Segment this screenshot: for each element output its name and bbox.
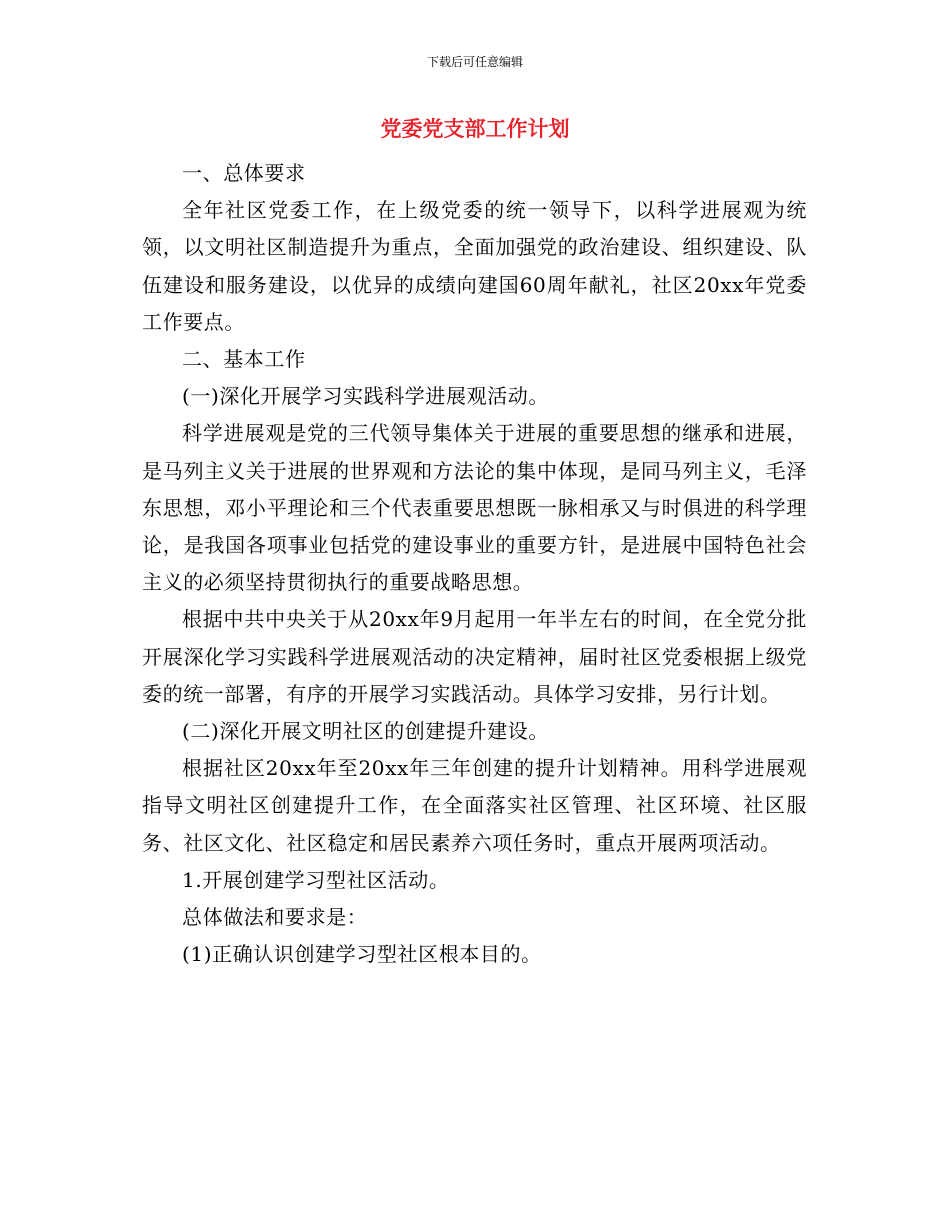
paragraph: 根据中共中央关于从20xx年9月起用一年半左右的时间，在全党分批开展深化学习实践科学进展观活动的决定精神，届时社区党委根据上级党委的统一部署，有序的开展学习实践活动。具体学习安排，另行计划。 [142,607,807,706]
header-note: 下载后可任意编辑 [426,55,523,69]
paragraph: 根据社区20xx年至20xx年三年创建的提升计划精神。用科学进展观指导文明社区创建提升工作，在全面落实社区管理、社区环境、社区服务、社区文化、社区稳定和居民素养六项任务时，重点开展两项活动。 [142,756,807,855]
paragraph: 总体做法和要求是： [182,905,368,930]
paragraph: 科学进展观是党的三代领导集体关于进展的重要思想的继承和进展，是马列主义关于进展的世界观和方法论的集中体现，是同马列主义，毛泽东思想，邓小平理论和三个代表重要思想既一脉相承又与时俱进的科学理论，是我国各项事业包括党的建设事业的重要方针，是进展中国特色社会主义的必须坚持贯彻执行的重要战略思想。 [142,421,807,595]
document-title: 党委党支部工作计划 [380,116,570,141]
subsection-heading: (二)深化开展文明社区的创建提升建设。 [182,719,550,744]
section-heading-overall-requirements: 一、总体要求 [182,161,306,185]
list-item-heading: 1.开展创建学习型社区活动。 [182,867,450,892]
list-item: (1)正确认识创建学习型社区根本目的。 [182,942,542,967]
subsection-heading: (一)深化开展学习实践科学进展观活动。 [182,384,550,409]
section-heading-basic-work: 二、基本工作 [182,347,306,372]
paragraph: 全年社区党委工作，在上级党委的统一领导下，以科学进展观为统领，以文明社区制造提升为重点，全面加强党的政治建设、组织建设、队伍建设和服务建设，以优异的成绩向建国60周年献礼，社区20xx年党委工作要点。 [142,198,807,334]
document-body [142,155,807,973]
